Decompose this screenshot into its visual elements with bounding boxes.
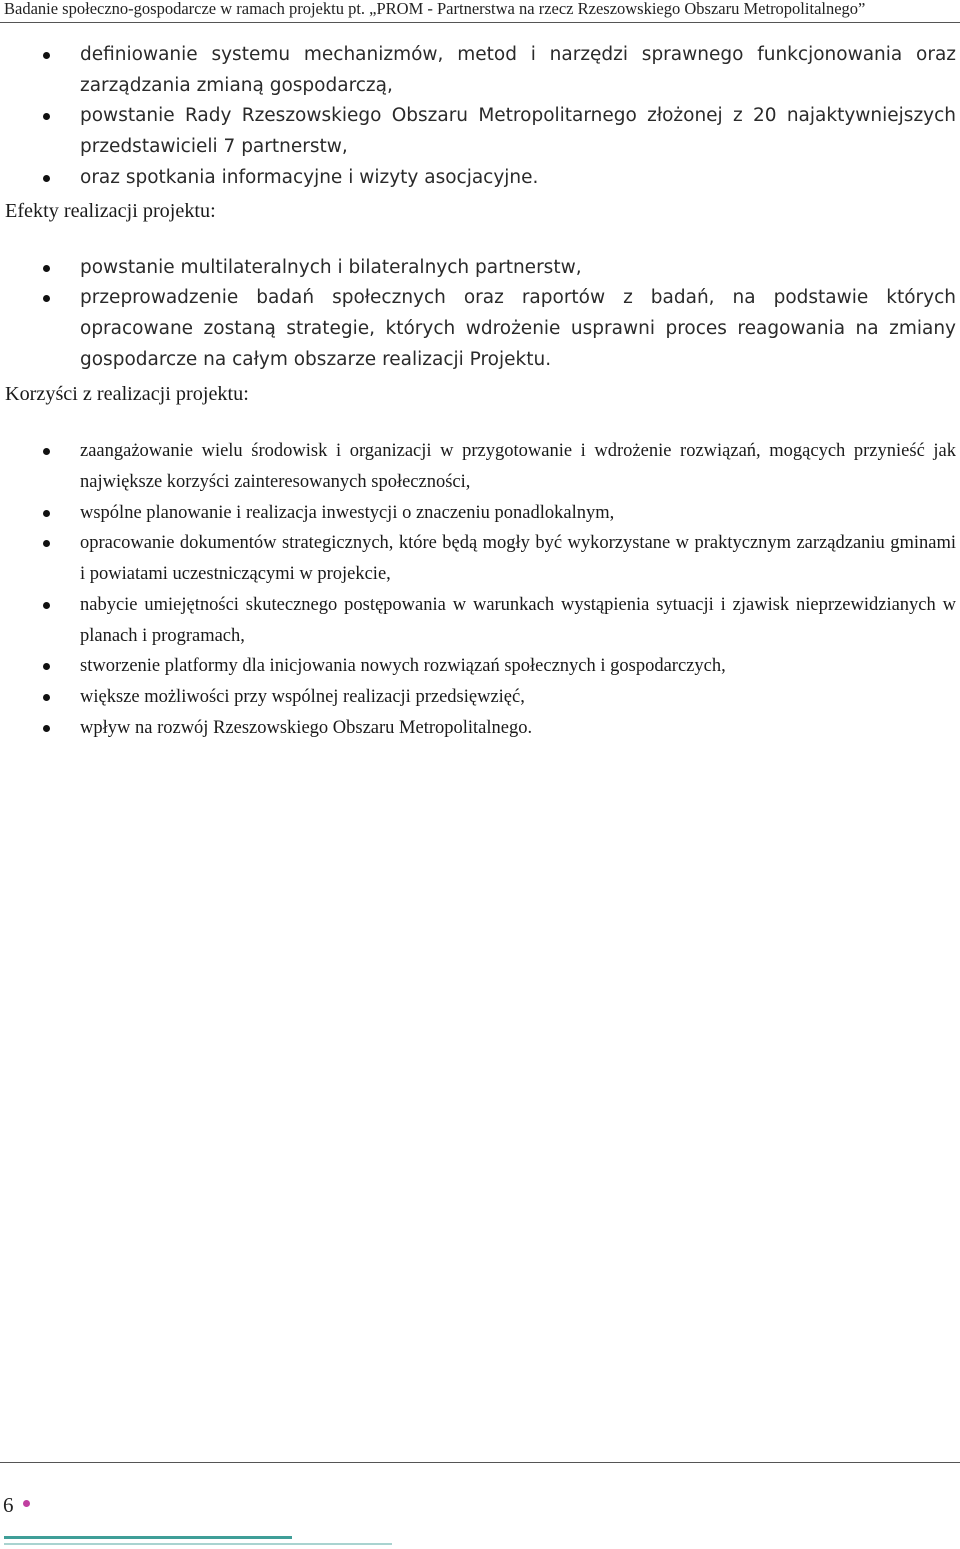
efekty-list [0, 253, 960, 376]
page-dot-icon [23, 1500, 30, 1507]
list-item: wpływ na rozwój Rzeszowskiego Obszaru Metropolitalnego. [0, 713, 960, 744]
footer-divider [0, 1462, 960, 1463]
header-title: Badanie społeczno-gospodarcze w ramach projektu pt. „PROM - Partnerstwa na rzecz Rzeszowskiego Obszaru Metropolitalnego” [4, 0, 866, 18]
footer-accent-bar [4, 1536, 292, 1539]
list-item: nabycie umiejętności skutecznego postępowania w warunkach wystąpienia sytuacji i zjawisk nieprzewidzianych w planach i programach, [0, 590, 960, 651]
list-item: opracowanie dokumentów strategicznych, które będą mogły być wykorzystane w praktycznym zarządzaniu gminami i powiatami uczestniczącymi w projekcie, [0, 528, 960, 589]
list-item: powstanie multilateralnych i bilateralnych partnerstw, [0, 253, 960, 284]
korzysci-list [0, 436, 960, 743]
list-item: zaangażowanie wielu środowisk i organizacji w przygotowanie i wdrożenie rozwiązań, mogących przynieść jak największe korzyści zainteresowanych społeczności, [0, 436, 960, 497]
list-item: przeprowadzenie badań społecznych oraz raportów z badań, na podstawie których opracowane zostaną strategie, których wdrożenie usprawni proces reagowania na zmiany gospodarcze na całym obszarze realizacji Projektu. [0, 283, 960, 375]
section-heading-efekty: Efekty realizacji projektu: [5, 199, 216, 222]
list-item: oraz spotkania informacyjne i wizyty asocjacyjne. [0, 163, 960, 194]
list-item: powstanie Rady Rzeszowskiego Obszaru Metropolitarnego złożonej z 20 najaktywniejszych przedstawicieli 7 partnerstw, [0, 101, 960, 162]
footer-accent-bar-light [4, 1543, 392, 1545]
list-item: wspólne planowanie i realizacja inwestycji o znaczeniu ponadlokalnym, [0, 498, 960, 529]
list-item: definiowanie systemu mechanizmów, metod i narzędzi sprawnego funkcjonowania oraz zarządzania zmianą gospodarczą, [0, 40, 960, 101]
list-item: większe możliwości przy wspólnej realizacji przedsięwzięć, [0, 682, 960, 713]
intro-list [0, 40, 960, 194]
page-header [0, 0, 960, 23]
page-content [0, 40, 960, 743]
list-item: stworzenie platformy dla inicjowania nowych rozwiązań społecznych i gospodarczych, [0, 651, 960, 682]
section-heading-korzysci: Korzyści z realizacji projektu: [5, 383, 249, 406]
page-number: 6 [3, 1493, 14, 1517]
